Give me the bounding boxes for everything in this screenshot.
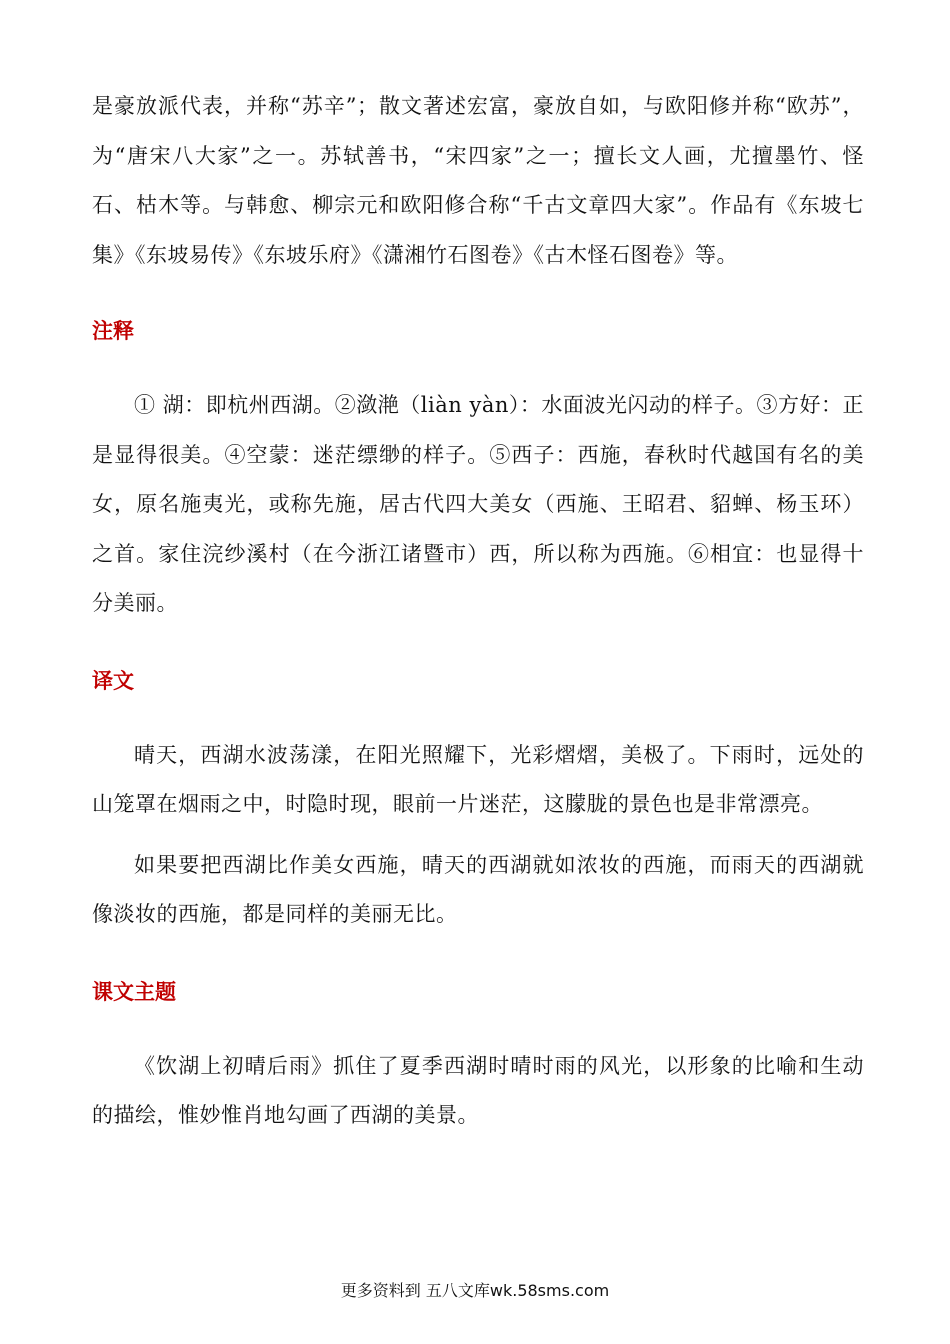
section-heading-theme: 课文主题: [92, 979, 176, 1004]
notes-paragraph: ① 湖：即杭州西湖。②潋滟（liàn yàn）：水面波光闪动的样子。③方好：正是显得很美。④空蒙：迷茫缥缈的样子。⑤西子：西施，春秋时代越国有名的美女，原名施夷光，或称先施，居古代四大美女（西施、王昭君、貂蝉、杨玉环）之首。家住浣纱溪村（在今浙江诸暨市）西，所以称为西施。⑥相宜：也显得十分美丽。: [92, 393, 864, 615]
spacer: [92, 346, 864, 381]
document-page: [92, 82, 864, 1141]
spacer: [92, 830, 864, 841]
section-heading-notes: 注释: [92, 319, 134, 343]
author-intro-paragraph: 是豪放派代表，并称“苏辛”；散文著述宏富，豪放自如，与欧阳修并称“欧苏”，为“唐宋八大家”之一。苏轼善书，“宋四家”之一；擅长文人画，尤擅墨竹、怪石、枯木等。与韩愈、柳宗元和欧阳修合称“千古文章四大家”。作品有《东坡七集》《东坡易传》《东坡乐府》《潇湘竹石图卷》《古木怪石图卷》等。: [92, 94, 864, 267]
theme-paragraph: 《饮湖上初晴后雨》抓住了夏季西湖时晴时雨的风光，以形象的比喻和生动的描绘，惟妙惟肖地勾画了西湖的美景。: [92, 1053, 864, 1127]
translation-paragraph-2: 如果要把西湖比作美女西施，晴天的西湖就如浓妆的西施，而雨天的西湖就像淡妆的西施，都是同样的美丽无比。: [92, 852, 864, 926]
spacer: [92, 629, 864, 666]
translation-paragraph-1: 晴天，西湖水波荡漾，在阳光照耀下，光彩熠熠，美极了。下雨时，远处的山笼罩在烟雨之中，时隐时现，眼前一片迷茫，这朦胧的景色也是非常漂亮。: [92, 742, 864, 816]
spacer: [92, 280, 864, 316]
page-footer: 更多资料到 五八文库wk.58sms.com: [340, 1281, 610, 1300]
spacer: [92, 1007, 864, 1042]
spacer: [92, 696, 864, 731]
section-heading-translation: 译文: [92, 668, 134, 693]
spacer: [92, 940, 864, 977]
